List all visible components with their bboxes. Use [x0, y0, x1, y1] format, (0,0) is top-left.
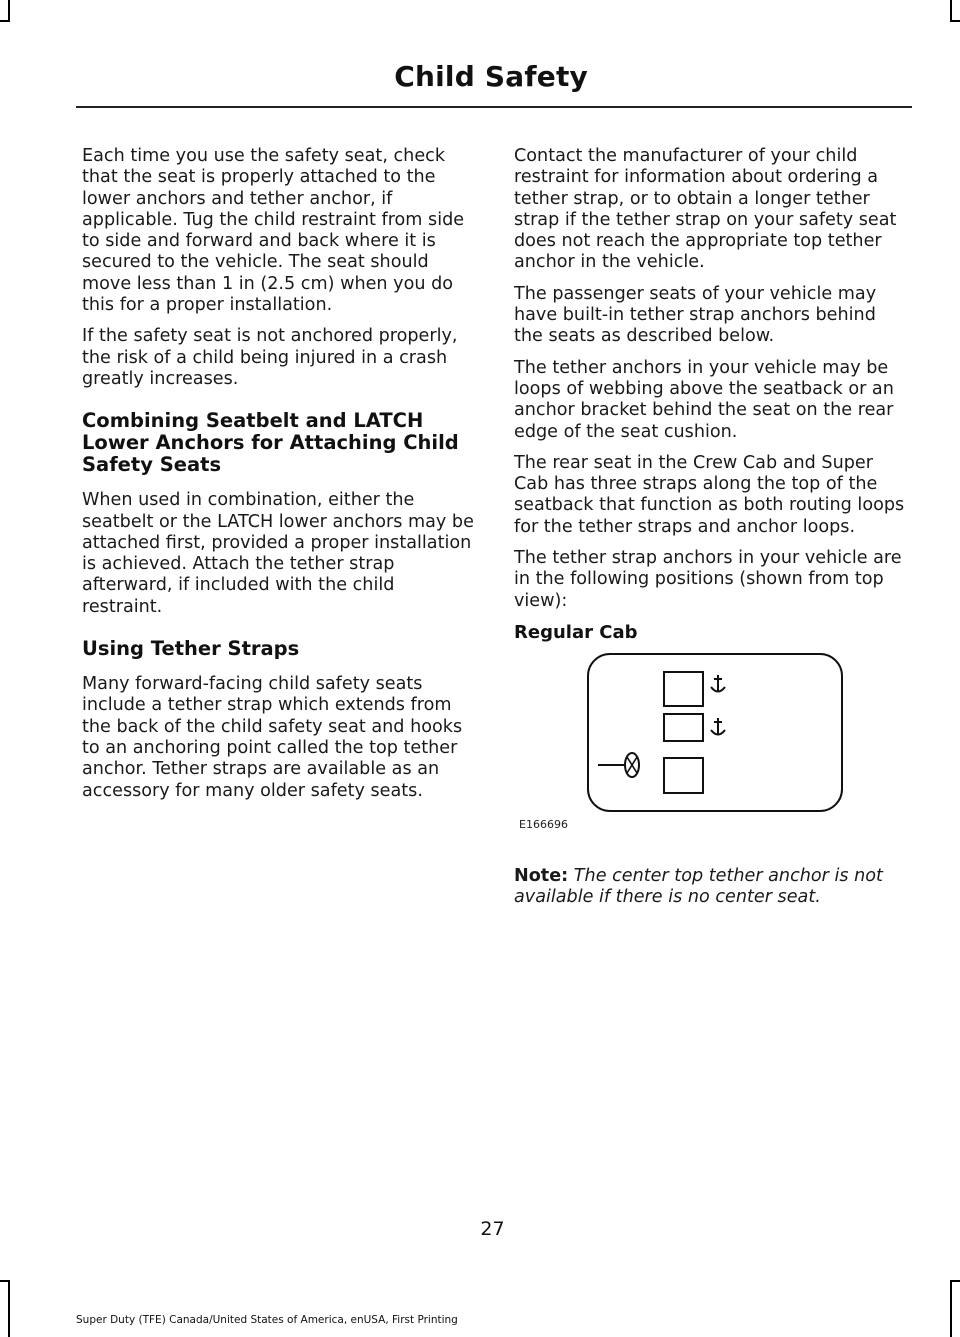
seat-right: [664, 758, 703, 793]
crop-mark: [0, 20, 10, 22]
cab-outline: [588, 654, 842, 811]
anchor-icon: [711, 718, 725, 735]
crop-mark: [950, 1280, 960, 1282]
note-text: The center top tether anchor is not available if there is no center seat.: [514, 865, 883, 908]
figure-code: E166696: [519, 817, 568, 831]
paragraph: The tether strap anchors in your vehicle are in the following positions (shown from top view):: [514, 548, 902, 611]
footer-edition: Super Duty (TFE) Canada/United States of America, enUSA, First Printing: [76, 1314, 458, 1326]
paragraph: Contact the manufacturer of your child restraint for information about ordering a tether strap, or to obtain a longer tether strap if the tether strap on your safety seat does not reach the appropriate top tether anchor in the vehicle.: [514, 146, 897, 273]
paragraph: The tether anchors in your vehicle may be loops of webbing above the seatback or an anchor bracket behind the seat on the rear edge of the seat cushion.: [514, 357, 894, 442]
left-column: [82, 146, 478, 812]
paragraph: When used in combination, either the seatbelt or the LATCH lower anchors may be attached first, provided a proper installation is achieved. Attach the tether strap afterward, if included with the child restraint.: [82, 490, 474, 617]
paragraph: The rear seat in the Crew Cab and Super Cab has three straps along the top of the seatback that function as both routing loops for the tether straps and anchor loops.: [514, 452, 905, 537]
seat-left: [664, 672, 703, 706]
page-title: Child Safety: [394, 60, 588, 93]
anchor-icon: [711, 675, 725, 692]
note: [514, 866, 910, 909]
note-label: Note:: [514, 865, 569, 886]
crop-mark: [0, 1280, 10, 1282]
paragraph: The passenger seats of your vehicle may have built-in tether strap anchors behind the seats as described below.: [514, 283, 877, 347]
crop-mark: [950, 0, 952, 20]
seat-center: [664, 714, 703, 741]
crop-mark: [950, 1280, 952, 1337]
paragraph: If the safety seat is not anchored properly, the risk of a child being injured in a crash greatly increases.: [82, 326, 458, 389]
figure-subheading: Regular Cab: [514, 621, 638, 643]
crop-mark: [8, 1280, 10, 1337]
header-divider: [76, 106, 912, 108]
crop-mark: [8, 0, 10, 20]
page-number: 27: [480, 1218, 505, 1240]
section-heading: Using Tether Straps: [82, 637, 300, 661]
crop-mark: [950, 20, 960, 22]
regular-cab-top-view: [514, 650, 910, 850]
steering-wheel-icon: [598, 753, 639, 777]
paragraph: Each time you use the safety seat, check that the seat is properly attached to the lower anchors and tether anchor, if applicable. Tug the child restraint from side to side and forward and back where it is secured to the vehicle. The seat should move less than 1 in (2.5 cm) when you do this for a proper installation.: [82, 146, 465, 316]
section-heading: Combining Seatbelt and LATCH Lower Anchors for Attaching Child Safety Seats: [82, 409, 459, 477]
paragraph: Many forward-facing child safety seats include a tether strap which extends from the back of the child safety seat and hooks to an anchoring point called the top tether anchor. Tether straps are available as an accessory for many older safety seats.: [82, 674, 463, 801]
right-column: [514, 146, 910, 909]
regular-cab-diagram: [514, 650, 910, 850]
